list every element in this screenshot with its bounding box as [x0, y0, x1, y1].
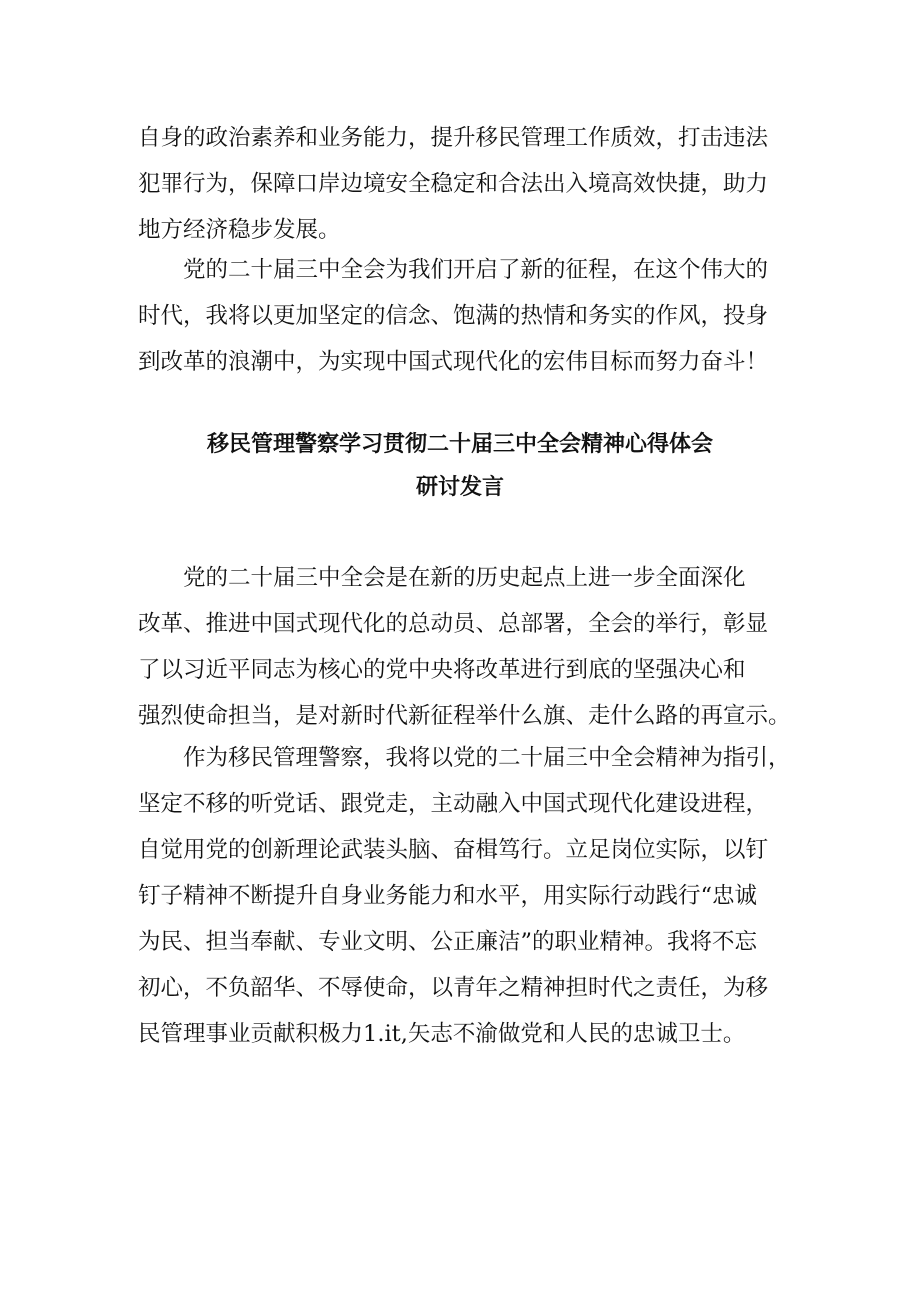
text-line: 党的二十届三中全会为我们开启了新的征程，在这个伟大的 — [183, 257, 769, 283]
paragraph-intro — [138, 555, 798, 739]
text-line: 作为移民管理警察，我将以党的二十届三中全会精神为指引， — [183, 745, 791, 771]
title-line-main: 移民管理警察学习贯彻二十届三中全会精神心得体会 — [206, 432, 713, 457]
text-line: 到改革的浪潮中，为实现中国式现代化的宏伟目标而努力奋斗！ — [138, 349, 769, 375]
text-line: 钉子精神不断提升自身业务能力和水平，用实际行动践行“忠诚 — [138, 883, 758, 909]
paragraph-body — [138, 735, 798, 1057]
paragraph-closing — [138, 247, 798, 385]
paragraph-continuation — [138, 115, 798, 253]
title-line-sub: 研讨发言 — [415, 475, 504, 500]
text-line: 强烈使命担当，是对新时代新征程举什么旗、走什么路的再宣示。 — [138, 703, 791, 729]
text-line: 初心，不负韶华、不辱使命，以青年之精神担时代之责任，为移 — [138, 975, 769, 1001]
text-line: 民管理事业贡献积极力1.it,矢志不渝做党和人民的忠诚卫士。 — [138, 1021, 746, 1047]
text-line: 坚定不移的听党话、跟党走，主动融入中国式现代化建设进程， — [138, 791, 769, 817]
text-line: 地方经济稳步发展。 — [138, 217, 341, 243]
text-line: 自觉用党的创新理论武装头脑、奋楫笃行。立足岗位实际，以钉 — [138, 837, 769, 863]
article-title — [0, 423, 920, 509]
text-line: 犯罪行为，保障口岸边境安全稳定和合法出入境高效快捷，助力 — [138, 171, 769, 197]
text-line: 了以习近平同志为核心的党中央将改革进行到底的坚强决心和 — [138, 657, 746, 683]
text-line: 时代，我将以更加坚定的信念、饱满的热情和务实的作风，投身 — [138, 303, 769, 329]
text-line: 为民、担当奉献、专业文明、公正廉洁”的职业精神。我将不忘 — [138, 929, 758, 955]
text-line: 改革、推进中国式现代化的总动员、总部署，全会的举行，彰显 — [138, 611, 769, 637]
text-line: 自身的政治素养和业务能力，提升移民管理工作质效，打击违法 — [138, 125, 769, 151]
text-line: 党的二十届三中全会是在新的历史起点上进一步全面深化 — [183, 565, 746, 591]
